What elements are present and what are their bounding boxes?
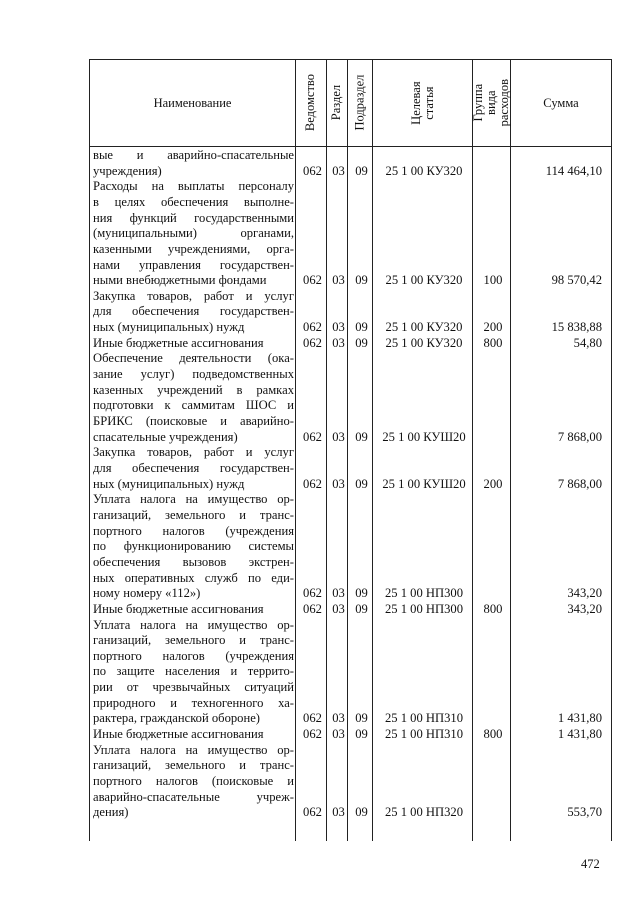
row-name-line: казенными учреждениями, орга- [93, 241, 294, 256]
cell-target: 25 1 00 КУ320 [385, 163, 463, 178]
header-target: Целевая статья [408, 81, 436, 125]
cell-group: 800 [483, 335, 503, 350]
header-subsection: Подраздел [352, 75, 367, 131]
cell-subsection: 09 [355, 320, 368, 335]
cell-target: 25 1 00 КУШ20 [382, 429, 466, 444]
row-name-line: ганизаций, земельного и транс- [93, 633, 294, 648]
header-section: Раздел [329, 85, 344, 121]
row-name-line: портного налогов (поисковые и [93, 773, 294, 788]
table-row [90, 351, 611, 445]
cell-subsection: 09 [355, 601, 368, 616]
row-name-line: ганизаций, земельного и транс- [93, 758, 294, 773]
cell-target: 25 1 00 КУ320 [385, 273, 463, 288]
cell-amount: 1 431,80 [557, 711, 602, 726]
row-name-line: Уплата налога на имущество ор- [93, 742, 294, 757]
row-name-line: учреждения) [93, 163, 162, 178]
row-name-line: Иные бюджетные ассигнования [93, 601, 264, 616]
row-name-line: казенных учреждений в рамках [93, 382, 294, 397]
header-divider [90, 146, 611, 147]
row-name-line: БРИКС (поисковые и аварийно- [93, 414, 294, 428]
row-name [93, 445, 294, 492]
row-name-line: ными внебюджетными фондами [93, 273, 267, 288]
cell-target: 25 1 00 НП310 [384, 727, 463, 742]
row-name-line: ния функций государственными [93, 210, 294, 225]
row-name-line: Обеспечение деятельности (ока- [93, 351, 294, 366]
cell-amount: 98 570,42 [551, 273, 602, 288]
row-name-line: Расходы на выплаты персоналу [93, 179, 294, 194]
row-name-line: ных (муниципальных) нужд [93, 476, 245, 491]
header-name: Наименование [153, 95, 232, 110]
row-name-line: Уплата налога на имущество ор- [93, 492, 294, 507]
row-name-line: для обеспечения государствен- [93, 304, 294, 319]
cell-section: 03 [332, 586, 345, 601]
cell-section: 03 [332, 805, 345, 820]
row-name [93, 492, 294, 601]
row-name [93, 351, 294, 445]
cell-subsection: 09 [355, 273, 368, 288]
row-name-line: для обеспечения государствен- [93, 460, 294, 475]
cell-dept: 062 [303, 711, 322, 726]
cell-amount: 114 464,10 [545, 163, 602, 178]
cell-section: 03 [332, 335, 345, 350]
row-name-line: ных (муниципальных) нужд [93, 320, 245, 335]
cell-group: 100 [483, 273, 503, 288]
cell-subsection: 09 [355, 335, 368, 350]
cell-amount: 343,20 [567, 601, 602, 616]
cell-amount: 553,70 [567, 805, 602, 820]
header-dept: Ведомство [303, 74, 318, 132]
row-name-line: рии от чрезвычайных ситуаций [93, 680, 294, 695]
table-row [90, 336, 611, 352]
cell-amount: 7 868,00 [557, 429, 602, 444]
cell-section: 03 [332, 320, 345, 335]
row-name-line: Иные бюджетные ассигнования [93, 727, 264, 742]
row-name [93, 179, 294, 288]
table-row [90, 602, 611, 618]
cell-subsection: 09 [355, 805, 368, 820]
row-name [93, 148, 294, 179]
budget-table [89, 59, 612, 841]
cell-amount: 1 431,80 [557, 727, 602, 742]
cell-dept: 062 [303, 476, 322, 491]
row-name-line: нами управления государствен- [93, 257, 294, 272]
cell-group: 800 [483, 727, 503, 742]
cell-section: 03 [332, 476, 345, 491]
cell-section: 03 [332, 163, 345, 178]
row-name-line: по защите населения и террито- [93, 664, 294, 679]
row-name-line: Иные бюджетные ассигнования [93, 335, 264, 350]
row-name [93, 743, 294, 821]
cell-target: 25 1 00 КУ320 [385, 320, 463, 335]
row-name-line: (муниципальными) органами, [93, 226, 294, 241]
cell-target: 25 1 00 КУШ20 [382, 476, 466, 491]
row-name-line: ному номеру «112») [93, 586, 201, 601]
cell-target: 25 1 00 НП320 [384, 805, 463, 820]
row-name-line: по функционированию системы [93, 539, 294, 554]
cell-target: 25 1 00 НП310 [384, 711, 463, 726]
row-name-line: портного налогов (учреждения [93, 648, 294, 663]
table-row [90, 618, 611, 728]
cell-amount: 7 868,00 [557, 476, 602, 491]
row-name [93, 602, 294, 618]
cell-target: 25 1 00 КУ320 [385, 335, 463, 350]
cell-target: 25 1 00 НП300 [384, 601, 463, 616]
cell-group: 200 [483, 320, 503, 335]
row-name-line: зание услуг) подведомственных [93, 367, 294, 382]
cell-dept: 062 [303, 805, 322, 820]
cell-dept: 062 [303, 273, 322, 288]
row-name-line: портного налогов (учреждения [93, 523, 294, 538]
row-name-line: подготовки к саммитам ШОС и [93, 398, 294, 413]
row-name-line: Закупка товаров, работ и услуг [93, 445, 294, 460]
cell-subsection: 09 [355, 711, 368, 726]
row-name-line: спасательные учреждения) [93, 429, 238, 444]
row-name-line: в целях обеспечения выполне- [93, 194, 294, 209]
cell-amount: 54,80 [573, 335, 602, 350]
row-name-line: Уплата налога на имущество ор- [93, 617, 294, 632]
row-name [93, 289, 294, 336]
table-row [90, 289, 611, 336]
row-name-line: природного и техногенного ха- [93, 695, 294, 710]
row-name-line: ных оперативных служб по еди- [93, 570, 294, 585]
cell-section: 03 [332, 273, 345, 288]
table-row [90, 727, 611, 743]
table-row [90, 743, 611, 821]
cell-dept: 062 [303, 320, 322, 335]
cell-dept: 062 [303, 429, 322, 444]
cell-dept: 062 [303, 163, 322, 178]
row-name-line: Закупка товаров, работ и услуг [93, 288, 294, 303]
row-name-line: вые и аварийно-спасательные [93, 148, 294, 162]
cell-dept: 062 [303, 335, 322, 350]
table-row [90, 445, 611, 492]
row-name-line: рактера, гражданской обороне) [93, 711, 260, 726]
cell-group: 200 [483, 476, 503, 491]
cell-subsection: 09 [355, 727, 368, 742]
cell-section: 03 [332, 711, 345, 726]
cell-section: 03 [332, 727, 345, 742]
cell-section: 03 [332, 429, 345, 444]
cell-group: 800 [483, 601, 503, 616]
cell-subsection: 09 [355, 163, 368, 178]
row-name-line: аварийно-спасательные учреж- [93, 789, 294, 804]
row-name [93, 336, 294, 352]
cell-dept: 062 [303, 586, 322, 601]
cell-amount: 15 838,88 [551, 320, 602, 335]
cell-amount: 343,20 [567, 586, 602, 601]
table-row [90, 492, 611, 602]
page-number: 472 [581, 857, 600, 871]
cell-dept: 062 [303, 727, 322, 742]
row-name-line: дения) [93, 805, 129, 820]
cell-section: 03 [332, 601, 345, 616]
cell-subsection: 09 [355, 476, 368, 491]
table-row [90, 148, 611, 179]
row-name-line: ганизаций, земельного и транс- [93, 507, 294, 522]
header-amount: Сумма [543, 95, 579, 110]
cell-target: 25 1 00 НП300 [384, 586, 463, 601]
cell-dept: 062 [303, 601, 322, 616]
table-row [90, 179, 611, 289]
row-name-line: обеспечения вызовов экстрен- [93, 554, 294, 569]
cell-subsection: 09 [355, 429, 368, 444]
cell-subsection: 09 [355, 586, 368, 601]
row-name [93, 727, 294, 743]
header-group: Группа вида расходов [470, 79, 512, 127]
row-name [93, 618, 294, 727]
